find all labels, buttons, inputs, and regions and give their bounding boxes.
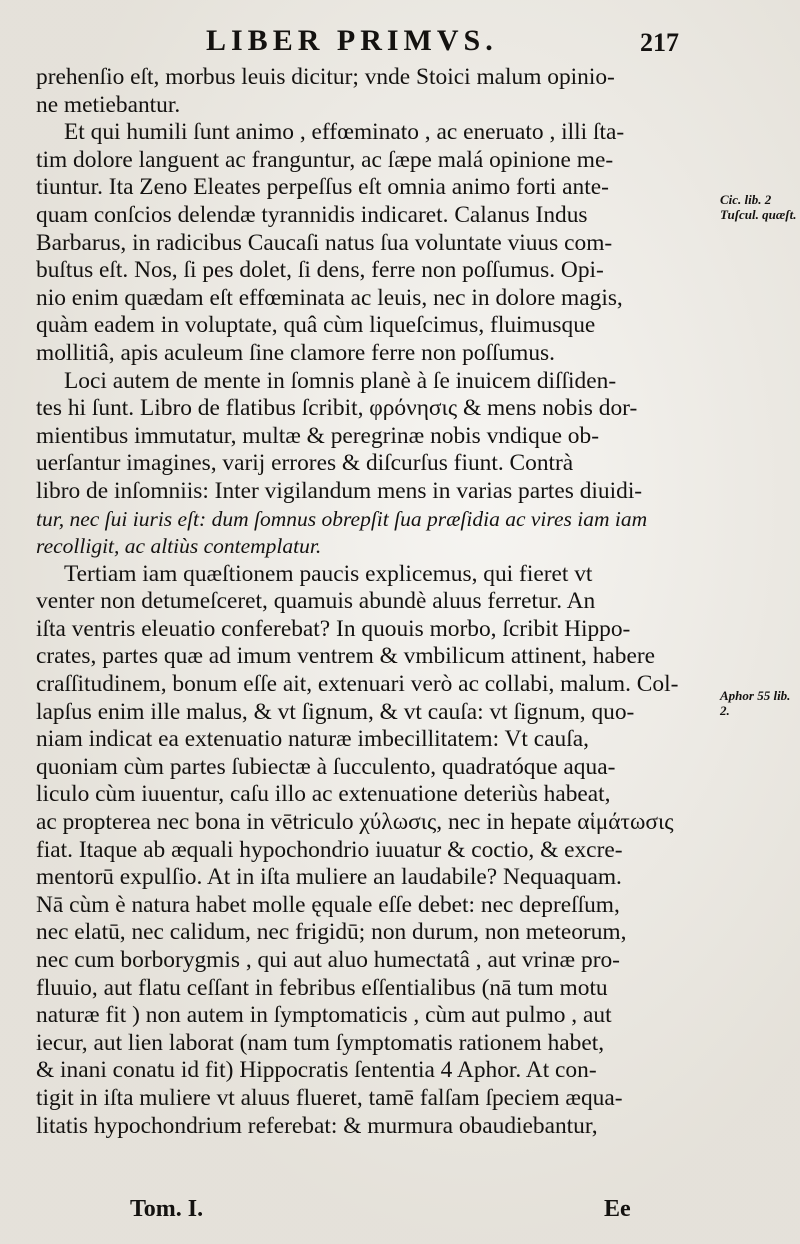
page-number: 217 xyxy=(640,28,679,57)
text-line: venter non detumeſceret, quamuis abundè aluus ferretur. An xyxy=(36,588,596,615)
text-line: Nā cùm è natura habet molle ęquale eſſe debet: nec depreſſum, xyxy=(36,891,620,918)
text-line: tim dolore languent ac franguntur, ac ſæpe malá opinione me- xyxy=(36,146,614,173)
text-line: recolligit, ac altiùs contemplatur. xyxy=(36,534,322,559)
text-line: ac propterea nec bona in vētriculo χύλωσις, nec in hepate αἱμάτωσις xyxy=(36,809,674,836)
text-line: libro de inſomniis: Inter vigilandum mens in varias partes diuidi- xyxy=(36,477,643,504)
text-line: Et qui humili ſunt animo , effœminato , ac eneruato , illi ſta- xyxy=(64,119,625,146)
text-line: nec cum borborygmis , qui aut aluo humectatâ , aut vrinæ pro- xyxy=(36,947,620,973)
text-line: craſſitudinem, bonum eſſe ait, extenuari verò ac collabi, malum. Col- xyxy=(36,671,679,698)
text-line: mentorū expulſio. At in iſta muliere an laudabile? Nequaquam. xyxy=(36,864,622,891)
text-line: Tertiam iam quæſtionem paucis explicemus, qui fieret vt xyxy=(64,560,593,587)
body-text xyxy=(36,64,716,1140)
text-line: quàm eadem in voluptate, quâ cùm liqueſcimus, fluimusque xyxy=(36,312,596,339)
text-line: iſta ventris eleuatio conferebat? In quouis morbo, ſcribit Hippo- xyxy=(36,615,631,642)
text-line: fluuio, aut flatu ceſſant in febribus eſſentialibus (nā tum motu xyxy=(36,974,608,1001)
margin-note-aphorism: Aphor 55 lib. 2. xyxy=(720,688,791,718)
text-line: Barbarus, in radicibus Caucaſi natus ſua voluntate viuus com- xyxy=(36,229,613,256)
text-line: mientibus immutatur, multæ & peregrinæ nobis vndique ob- xyxy=(36,422,599,449)
text-line: nec elatū, nec calidum, nec frigidū; non durum, non meteorum, xyxy=(36,919,627,946)
text-line: liculo cùm iuuentur, caſu illo ac extenuatione deteriùs habeat, xyxy=(36,781,611,808)
text-line: & inani conatu id fit) Hippocratis ſententia 4 Aphor. At con- xyxy=(36,1057,597,1084)
margin-note-cicero: Cic. lib. 2 Tuſcul. quæſt. xyxy=(720,192,797,222)
text-line: tes hi ſunt. Libro de flatibus ſcribit, φρόνησις & mens nobis dor- xyxy=(36,395,638,422)
text-line: crates, partes quæ ad imum ventrem & vmbilicum attinent, habere xyxy=(36,643,656,670)
page-header xyxy=(0,24,800,66)
volume-signature: Tom. I. xyxy=(130,1196,204,1222)
text-line: litatis hypochondrium referebat: & murmura obaudiebantur, xyxy=(36,1112,598,1139)
page-footer xyxy=(0,1196,800,1226)
text-line: buſtus eſt. Nos, ſi pes dolet, ſi dens, ferre non poſſumus. Opi- xyxy=(36,257,604,284)
text-line: tur, nec ſui iuris eſt: dum ſomnus obrepſit ſua præſidia ac vires iam iam xyxy=(36,506,648,531)
running-title: LIBER PRIMVS. xyxy=(206,24,498,57)
text-line: uerſantur imagines, varij errores & diſcurſus fiunt. Contrà xyxy=(36,450,574,477)
text-line: iecur, aut lien laborat (nam tum ſymptomatis rationem habet, xyxy=(36,1029,605,1056)
text-line: fiat. Itaque ab æquali hypochondrio iuuatur & coctio, & excre- xyxy=(36,836,623,863)
text-line: Loci autem de mente in ſomnis planè à ſe inuicem diſſiden- xyxy=(64,367,617,394)
text-line: mollitiâ, apis aculeum ſine clamore ferre non poſſumus. xyxy=(36,339,555,366)
gathering-signature: Ee xyxy=(604,1196,631,1222)
text-line: quoniam cùm partes ſubiectæ à ſucculento, quadratóque aqua- xyxy=(36,753,616,780)
text-line: prehenſio eſt, morbus leuis dicitur; vnde Stoici malum opinio- xyxy=(36,64,615,90)
text-line: lapſus enim ille malus, & vt ſignum, & vt cauſa: vt ſignum, quo- xyxy=(36,698,635,725)
text-line: ne metiebantur. xyxy=(36,91,181,118)
text-line: tiuntur. Ita Zeno Eleates perpeſſus eſt omnia animo forti ante- xyxy=(36,174,609,201)
text-line: tigit in iſta muliere vt aluus flueret, tamē falſam ſpeciem æqua- xyxy=(36,1084,623,1111)
text-line: naturæ fit ) non autem in ſymptomaticis , cùm aut pulmo , aut xyxy=(36,1002,612,1029)
text-line: nio enim quædam eſt effœminata ac leuis, nec in dolore magis, xyxy=(36,284,623,311)
text-line: niam indicat ea extenuatio naturæ imbecillitatem: Vt cauſa, xyxy=(36,726,589,753)
text-line: quam conſcios delendæ tyrannidis indicaret. Calanus Indus xyxy=(36,201,588,228)
